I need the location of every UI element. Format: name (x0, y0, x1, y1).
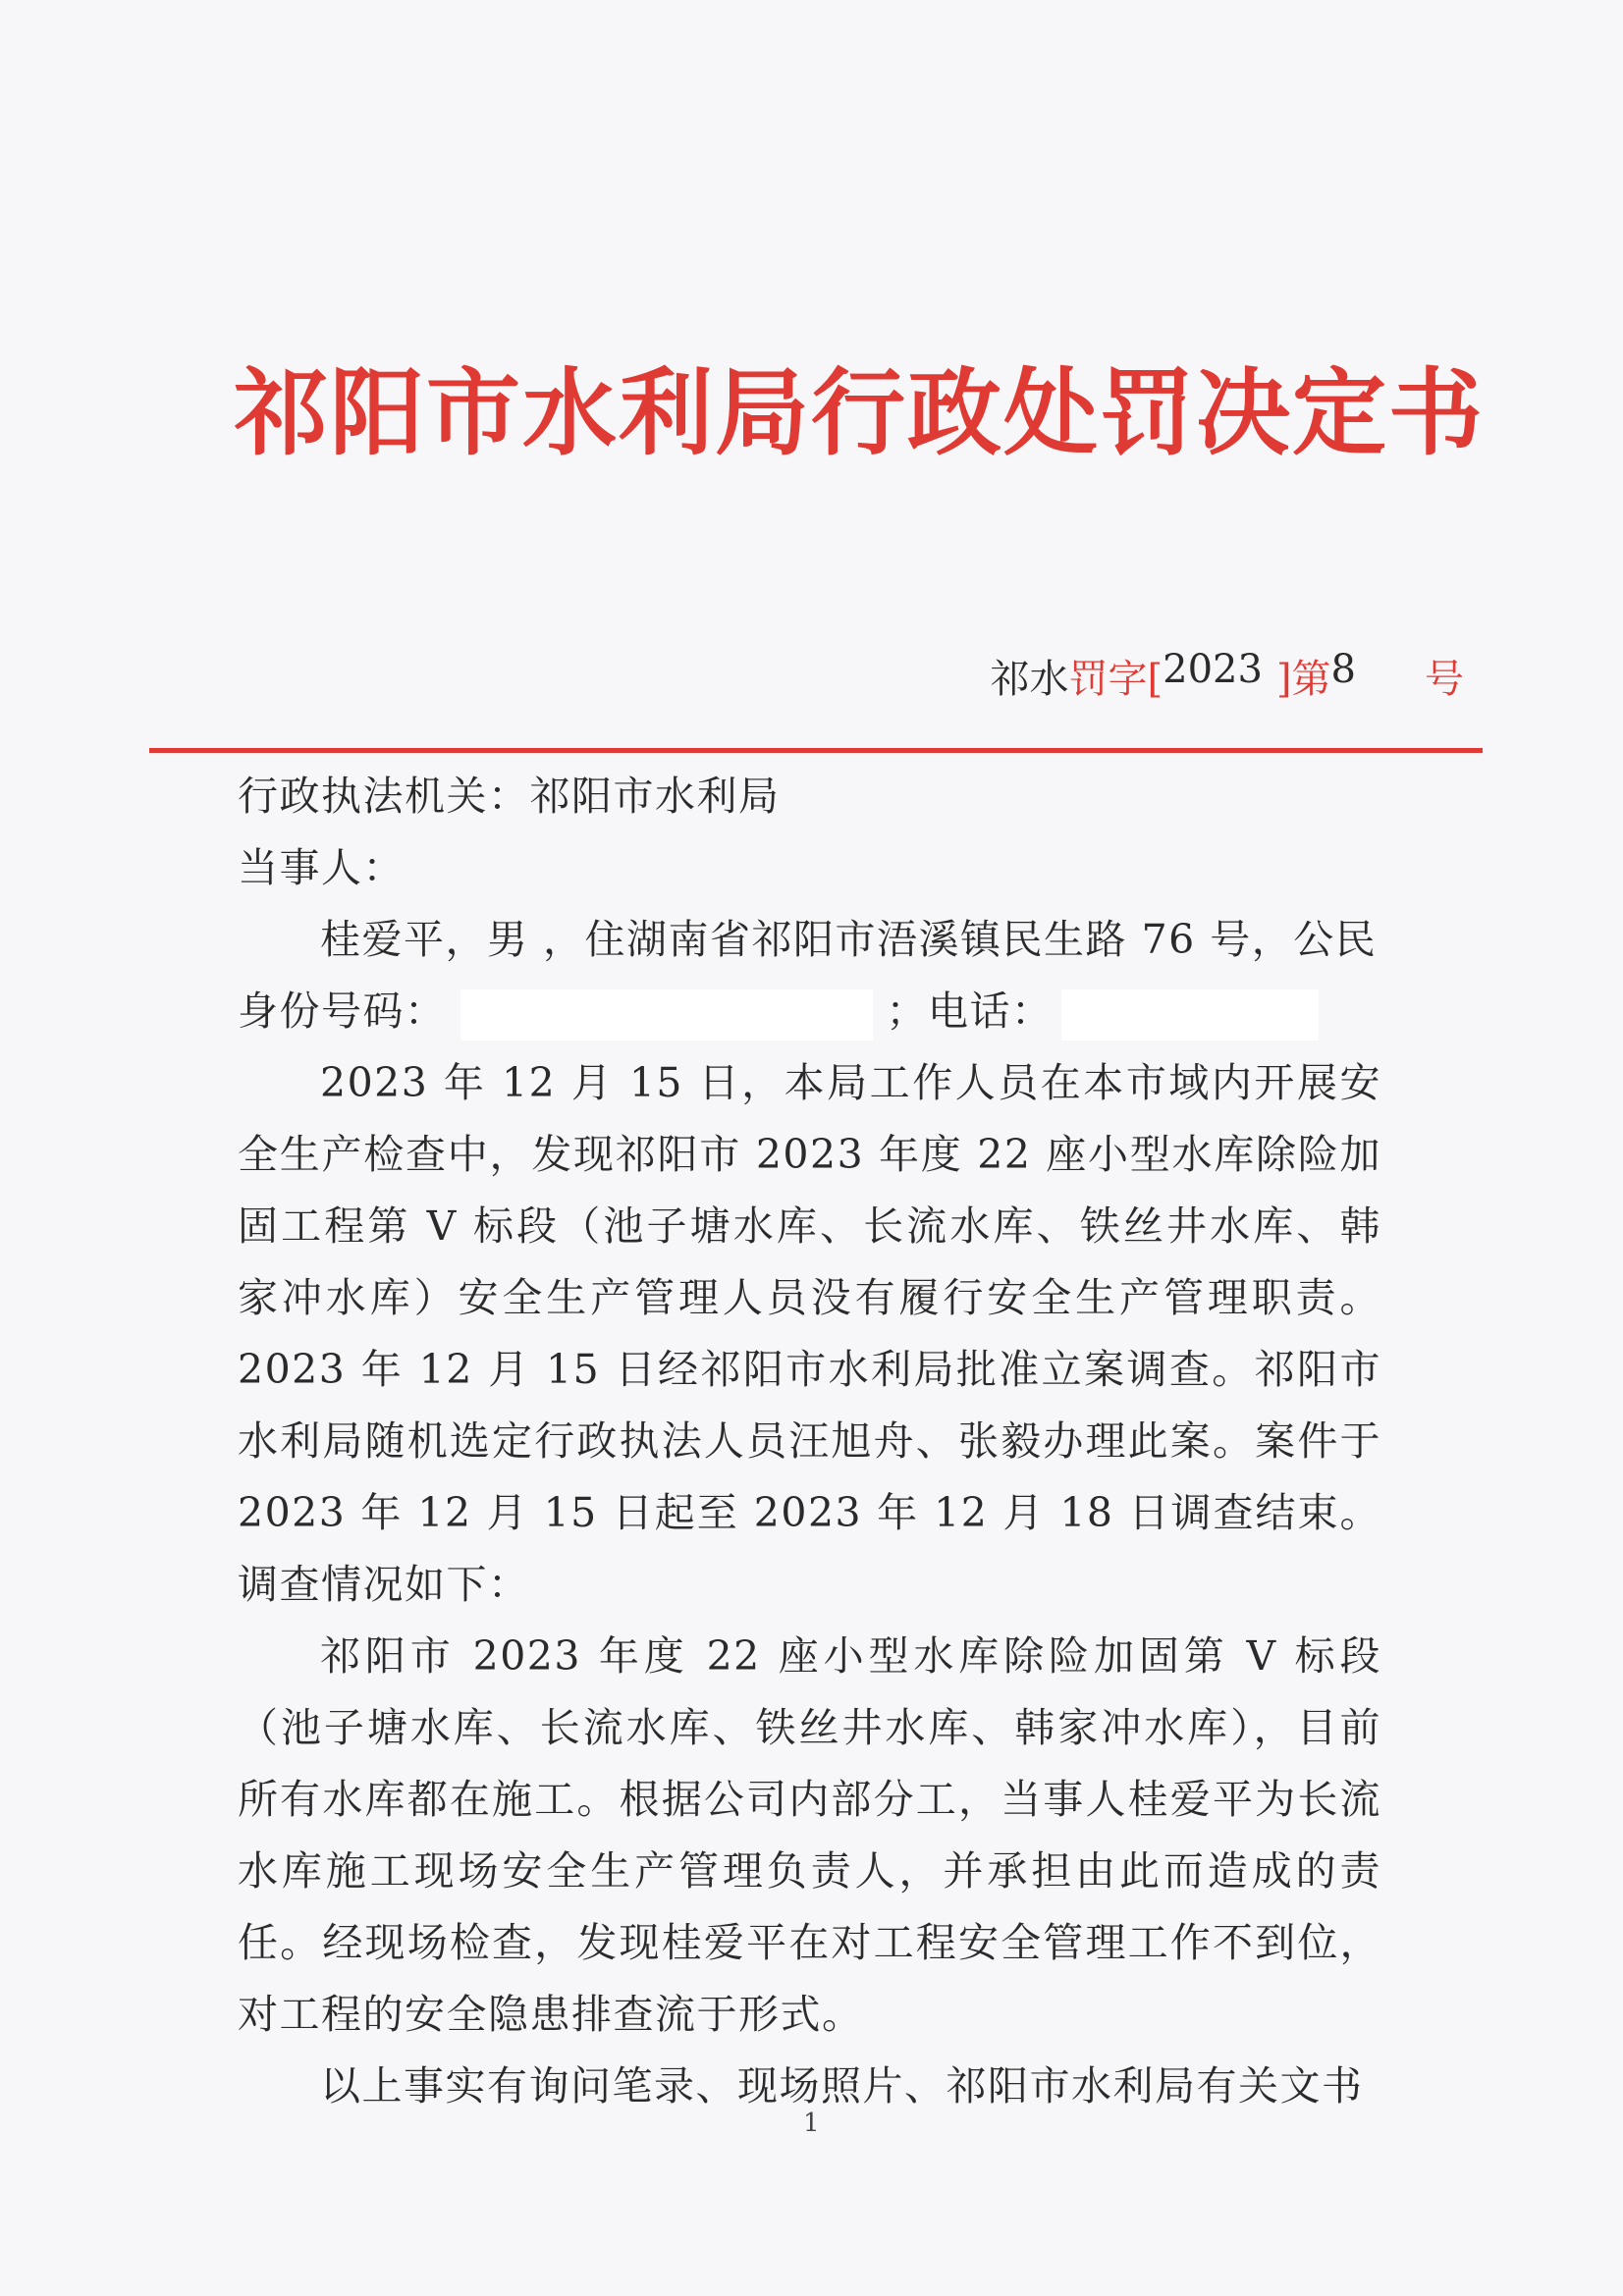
page-number: 1 (803, 2109, 820, 2138)
doc-number-prefix: 祁水 (990, 657, 1069, 702)
party-id-line (238, 976, 1381, 1047)
party-phone-label: ；电话： (886, 988, 1054, 1035)
paragraph-inspection: 2023 年 12 月 15 日，本局工作人员在本市域内开展安全生产检查中，发现祁阳市 2023 年度 22 座小型水库除险加固工程第 V 标段（池子塘水库、长流水库、铁丝井水库、韩家冲水库）安全生产管理人员没有履行安全生产管理职责。2023 年 12 月 15 日经祁阳市水利局批准立案调查。祁阳市水利局随机选定行政执法人员汪旭舟、张毅办理此案。案件于 2023 年 12 月 15 日起至 2023 年 12 月 18 日调查结束。调查情况如下： (238, 1059, 1381, 1608)
doc-number-suffix: 号 (1425, 657, 1464, 702)
document-title: 祁阳市水利局行政处罚决定书 (234, 357, 1485, 468)
doc-number-year: 2023 (1163, 647, 1263, 692)
party-id-label: 身份号码： (238, 988, 447, 1035)
document-number (990, 647, 1464, 703)
party-info-line: 桂爱平，男 ，住湖南省祁阳市浯溪镇民生路 76 号，公民 (320, 916, 1378, 963)
authority-line: 行政执法机关：祁阳市水利局 (238, 773, 781, 820)
doc-number-type: 罚字[ (1068, 657, 1163, 702)
redacted-phone-block (1061, 989, 1319, 1041)
document-body (238, 761, 1381, 2122)
paragraph-evidence: 以上事实有询问笔录、现场照片、祁阳市水利局有关文书 (320, 2062, 1364, 2109)
header-divider (149, 748, 1483, 753)
doc-number-bracket-close: ]第 (1275, 657, 1331, 702)
paragraph-investigation: 祁阳市 2023 年度 22 座小型水库除险加固第 V 标段（池子塘水库、长流水库、铁丝井水库、韩家冲水库），目前所有水库都在施工。根据公司内部分工，当事人桂爱平为长流水库施工现场安全生产管理负责人，并承担由此而造成的责任。经现场检查，发现桂爱平在对工程安全管理工作不到位，对工程的安全隐患排查流于形式。 (238, 1632, 1381, 2038)
doc-number-value: 8 (1330, 647, 1356, 692)
redacted-id-block (460, 989, 873, 1041)
party-label: 当事人： (238, 844, 405, 891)
